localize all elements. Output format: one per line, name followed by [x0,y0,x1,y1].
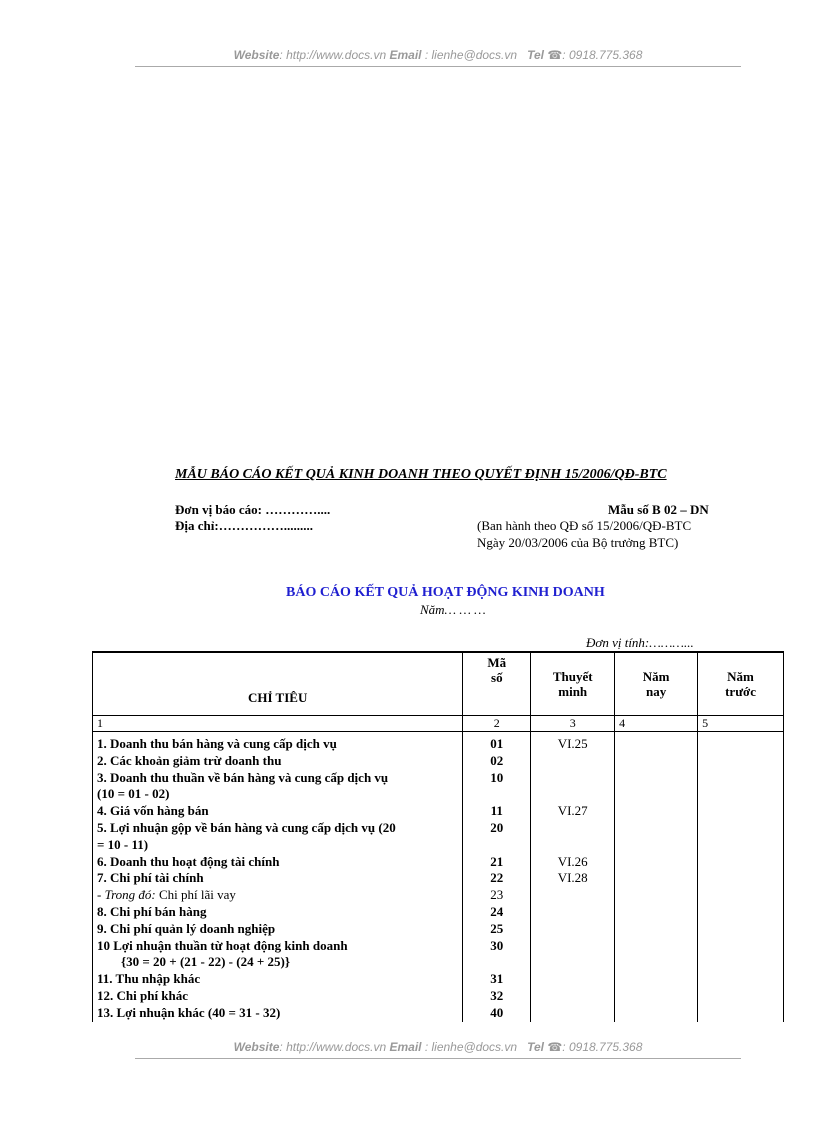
row-prior-year [698,803,784,820]
row-note [531,938,615,972]
row-indicator-prefix: - Trong đó: [97,887,156,903]
header-website-value: : http://www.docs.vn [279,48,387,62]
row-indicator-text: 1. Doanh thu bán hàng và cung cấp dịch vụ [97,736,337,751]
footer-tel-label: Tel [527,1040,544,1054]
issued-date: Ngày 20/03/2006 của Bộ trưởng BTC) [477,535,679,550]
header-current-year: Năm nay [615,652,698,716]
row-code: 21 [463,854,531,871]
table-row [93,854,784,871]
row-indicator-text: 10 Lợi nhuận thuần từ hoạt động kinh doanh [97,937,348,953]
row-code: 30 [463,938,531,972]
row-current-year [615,1005,698,1022]
header-prior-year: Năm trước [698,652,784,716]
row-indicator-text: 6. Doanh thu hoạt động tài chính [97,853,280,869]
header-indicator: CHỈ TIÊU [93,652,463,716]
row-code: 11 [463,803,531,820]
row-indicator [93,854,463,871]
table-row [93,870,784,887]
row-indicator [93,753,463,770]
row-code: 25 [463,921,531,938]
footer-website-label: Website [233,1040,280,1054]
reporting-unit: Đơn vị báo cáo: ………….... [175,502,331,517]
row-prior-year [698,770,784,804]
header-email-value: : lienhe@docs.vn [421,48,518,62]
row-current-year [615,887,698,904]
table-row [93,732,784,753]
row-code: 10 [463,770,531,804]
row-prior-year [698,870,784,887]
row-indicator-text: 9. Chi phí quản lý doanh nghiệp [97,920,276,936]
row-indicator-text: 8. Chi phí bán hàng [97,903,207,919]
row-indicator-text: 11. Thu nhập khác [97,971,201,987]
row-current-year [615,988,698,1005]
footer-tel-value: : 0918.775.368 [562,1040,643,1054]
footer-divider [135,1058,741,1059]
row-note [531,887,615,904]
row-note: VI.26 [531,854,615,871]
row-note [531,921,615,938]
row-code: 32 [463,988,531,1005]
table-row [93,988,784,1005]
row-indicator-text: 4. Giá vốn hàng bán [97,803,209,819]
row-note: VI.25 [531,732,615,753]
row-current-year [615,854,698,871]
row-prior-year [698,732,784,753]
row-indicator [93,803,463,820]
form-number: Mẫu số B 02 – DN [608,502,709,517]
row-code: 20 [463,820,531,854]
row-prior-year [698,820,784,854]
footer-email-value: : lienhe@docs.vn [421,1040,518,1054]
row-indicator-text: 7. Chi phí tài chính [97,870,204,886]
row-current-year [615,770,698,804]
header-divider [135,66,741,67]
phone-icon: ☎ [547,48,563,62]
row-current-year [615,820,698,854]
header-note: Thuyết minh [531,652,615,716]
header-tel-value: : 0918.775.368 [562,48,643,62]
row-indicator [93,938,463,972]
row-indicator [93,820,463,854]
table-header-row [93,652,784,716]
row-prior-year [698,938,784,972]
col-num: 2 [463,716,531,732]
row-note: VI.28 [531,870,615,887]
row-indicator [93,770,463,804]
table-row [93,971,784,988]
col-num: 3 [531,716,615,732]
row-note [531,904,615,921]
row-prior-year [698,988,784,1005]
row-prior-year [698,1005,784,1022]
row-note: VI.27 [531,803,615,820]
row-indicator [93,1005,463,1022]
report-title: BÁO CÁO KẾT QUẢ HOẠT ĐỘNG KINH DOANH [286,585,605,600]
row-indicator-text: Chi phí lãi vay [155,887,236,903]
table-row [93,921,784,938]
row-code: 22 [463,870,531,887]
row-indicator-text: 5. Lợi nhuận gộp về bán hàng và cung cấp dịch vụ (20 [97,819,396,835]
row-indicator [93,971,463,988]
row-code: 24 [463,904,531,921]
row-indicator-text: 13. Lợi nhuận khác (40 = 31 - 32) [97,1004,281,1020]
row-note [531,1005,615,1022]
row-current-year [615,803,698,820]
row-code: 01 [463,732,531,753]
issued-by: (Ban hành theo QĐ số 15/2006/QĐ-BTC [477,518,692,533]
report-year: Năm… … … [420,602,486,617]
row-indicator [93,732,463,753]
page-footer [135,1040,741,1054]
header-email-label: Email [389,48,422,62]
table-row [93,887,784,904]
row-indicator-text: 2. Các khoản giảm trừ doanh thu [97,752,282,768]
col-num: 5 [698,716,784,732]
row-code: 02 [463,753,531,770]
row-prior-year [698,921,784,938]
header-website-label: Website [233,48,280,62]
row-indicator [93,921,463,938]
row-note [531,770,615,804]
row-note [531,971,615,988]
row-prior-year [698,854,784,871]
row-note [531,820,615,854]
row-indicator-text: 3. Doanh thu thuần về bán hàng và cung cấp dịch vụ [97,769,389,785]
table-row [93,803,784,820]
table-row [93,770,784,804]
row-current-year [615,732,698,753]
row-current-year [615,753,698,770]
row-current-year [615,938,698,972]
row-code: 40 [463,1005,531,1022]
page-header [135,48,741,62]
row-prior-year [698,971,784,988]
row-code: 23 [463,887,531,904]
row-indicator [93,988,463,1005]
row-current-year [615,870,698,887]
table-row [93,938,784,972]
col-num: 4 [615,716,698,732]
row-note [531,988,615,1005]
row-prior-year [698,904,784,921]
row-code: 31 [463,971,531,988]
row-indicator-continuation: = 10 - 11) [97,836,149,852]
address: Địa chỉ:……………......... [175,518,313,533]
income-statement-table [92,651,784,1022]
row-note [531,753,615,770]
footer-email-label: Email [389,1040,422,1054]
currency-unit: Đơn vị tính:………... [586,635,694,650]
header-tel-label: Tel [527,48,544,62]
row-indicator-continuation: {30 = 20 + (21 - 22) - (24 + 25)} [121,954,290,970]
row-current-year [615,971,698,988]
row-indicator [93,887,463,904]
row-current-year [615,921,698,938]
row-prior-year [698,753,784,770]
row-indicator [93,870,463,887]
row-current-year [615,904,698,921]
table-row [93,820,784,854]
row-indicator-text: 12. Chi phí khác [97,987,189,1003]
table-row [93,753,784,770]
row-indicator [93,904,463,921]
col-num: 1 [93,716,463,732]
table-row [93,1005,784,1022]
row-prior-year [698,887,784,904]
row-indicator-continuation: (10 = 01 - 02) [97,786,170,802]
main-title: MẪU BÁO CÁO KẾT QUẢ KINH DOANH THEO QUYẾT ĐỊNH 15/2006/QĐ-BTC [175,467,667,482]
phone-icon: ☎ [547,1040,563,1054]
footer-website-value: : http://www.docs.vn [279,1040,387,1054]
table-row [93,904,784,921]
header-code: Mã số [463,652,531,716]
column-number-row [93,716,784,732]
